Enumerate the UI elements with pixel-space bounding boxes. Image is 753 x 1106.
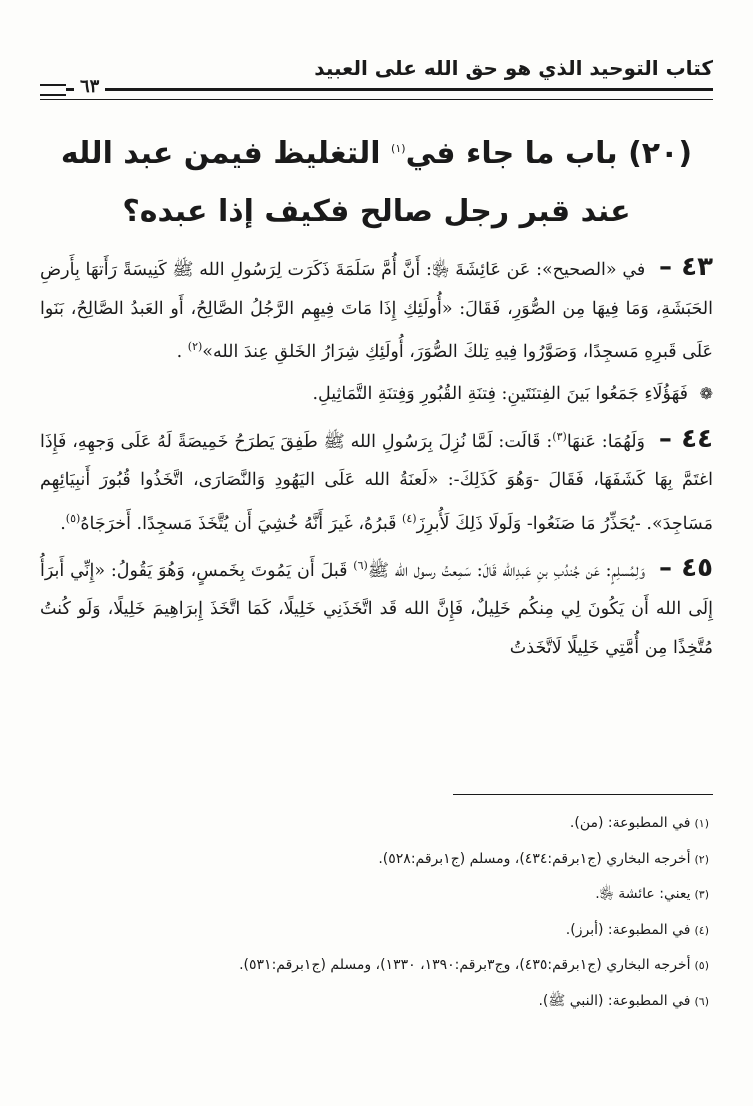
commentary: ❁ فَهَؤُلَاءِ جَمَعُوا بَينَ الفِتنَتَينِ: فِتنَةِ القُبُورِ وَفِتنَةِ التَّمَاثِيلِ. xyxy=(312,384,713,405)
footnotes xyxy=(40,806,709,1019)
footnote-3: (٣)يعني: عائشة ﵂. xyxy=(595,886,709,902)
hadith-45: ٤٥ – وَلِمُسلِمٍ: عَن جُندُبِ بنِ عَبدِالله قَالَ: سَمِعتُ رسول الله ﷺ$^{(٦)}$ قَبلَ أَن يَمُوتَ بِخَمسٍ، وَهُوَ يَقُولُ: «إِنِّي أَبرَأُ إِلَى الله أَن يَكُونَ لِي مِنكُم خَلِيلٌ، فَإِنَّ الله قَد اتَّخَذَنِي خَلِيلًا، كَمَا اتَّخَذَ إِبرَاهِيمَ خَلِيلًا، وَلَو كُنتُ مُتَّخِذًا مِن أُمَّتِي خَلِيلًا لَاتَّخَذتُ xyxy=(40,552,713,658)
book-page xyxy=(40,0,713,1106)
chapter-heading-line-2: عند قبر رجل صالح فكيف إذا عبده؟ xyxy=(122,194,631,229)
footnote-2: (٢)أخرجه البخاري (ج١برقم:٤٣٤)، ومسلم (ج١برقم:٥٢٨). xyxy=(378,850,709,867)
header-rule xyxy=(40,88,713,100)
page-number: ٦٣ xyxy=(74,76,105,97)
hadith-number: ٤٣ – xyxy=(659,252,713,282)
footnote-ref: (١) xyxy=(391,142,406,155)
footnote-ref: (٥) xyxy=(65,511,81,525)
header-dash xyxy=(40,84,66,96)
main-text xyxy=(40,248,713,671)
running-header xyxy=(40,52,713,102)
footnote-ref: (٢) xyxy=(187,340,203,353)
footnote-5: (٥)أخرجه البخاري (ج١برقم:٤٣٥)، وج٣برقم:١٣٩٠، ١٣٣٠)، ومسلم (ج١برقم:٥٣١). xyxy=(239,957,709,973)
hadith-44: ٤٤ – وَلَهُمَا: عَنهَا$^{(٣)}$: قَالَت: لَمَّا نُزِلَ بِرَسُولِ الله ﷺ طَفِقَ يَطرَحُ خَمِيصَةً لَهُ عَلَى وَجهِهِ، فَإِذَا اغتَمَّ بِهَا كَشَفَهَا، فَقَالَ -وَهُوَ كَذَلِكَ-: «لَعنَةُ الله عَلَى اليَهُودِ وَالنَّصَارَى، اتَّخَذُوا قُبُورَ أَنبِيَائِهِم مَسَاجِدَ». -يُحَذِّرُ مَا صَنَعُوا- وَلَولَا ذَلِكَ لَأُبرِزَ$^{(٤)}$ قَبرُهُ، غَيرَ أَنَّهُ خُشِيَ أَن يُتَّخَذَ مَسجِدًا. أَخرَجَاهُ$^{(٥)}$. xyxy=(40,423,713,534)
hadith-43: ٤٣ – في «الصحيح»: عَن عَائِشَةَ ﵂: أَنَّ أُمَّ سَلَمَةَ ذَكَرَت لِرَسُولِ الله ﷺ كَنِيسَةً رَأَتهَا بِأَرضِ الحَبَشَةِ، وَمَا فِيهَا مِن الصُّوَرِ، فَقَالَ: «أُولَئِكِ إِذَا مَاتَ فِيهِم الرَّجُلُ الصَّالِحُ، أَو العَبدُ الصَّالِحُ، بَنَوا عَلَى قَبرِهِ مَسجِدًا، وَصَوَّرُوا فِيهِ تِلكَ الصُّوَرَ، أُولَئِكِ شِرَارُ الخَلقِ عِندَ الله»$^{(٢)}$ . xyxy=(40,252,713,362)
chapter-heading xyxy=(40,120,713,241)
footnote-ref: (٦) xyxy=(353,558,368,572)
chapter-heading-line-1: (٢٠) باب ما جاء في$^{(١)}$ التغليظ فيمن عبد الله xyxy=(60,136,693,171)
footnote-1: (١)في المطبوعة: (من). xyxy=(569,815,709,831)
hadith-number: ٤٥ – xyxy=(658,552,713,583)
footnote-6: (٦)في المطبوعة: (النبي ﷺ). xyxy=(538,992,709,1009)
footnote-ref: (٤) xyxy=(402,511,417,525)
footnote-rule xyxy=(453,794,713,795)
hadith-number: ٤٤ – xyxy=(658,423,713,454)
footnote-ref: (٣) xyxy=(552,429,567,443)
flower-ornament-icon: ❁ xyxy=(699,384,713,404)
footnote-4: (٤)في المطبوعة: (أبرز). xyxy=(565,921,709,938)
book-title: كتاب التوحيد الذي هو حق الله على العبيد xyxy=(314,56,713,80)
